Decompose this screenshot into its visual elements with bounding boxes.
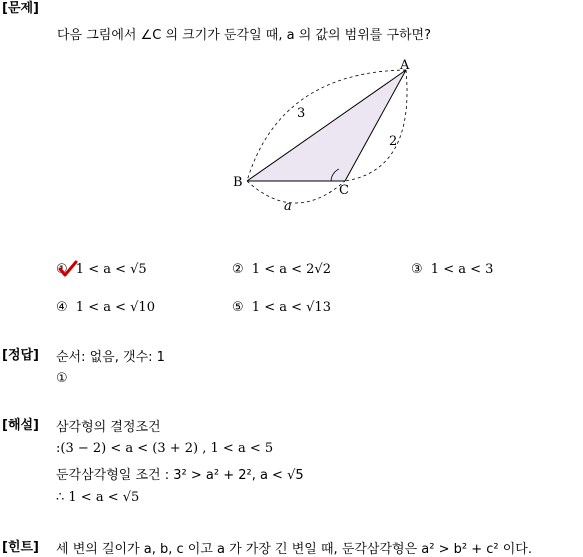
choice-1-text: 1 < a < √5 [75,262,147,277]
hint-label: [힌트] [2,540,39,555]
vertex-c-label: C [339,183,349,198]
problem-question: 다음 그림에서 ∠C 의 크기가 둔각일 때, a 의 값의 범위를 구하면? [57,28,432,43]
explanation-line-3: 둔각삼각형일 조건 : 3² > a² + 2², a < √5 [56,468,304,483]
explanation-line-1: 삼각형의 결정조건 [56,420,161,435]
vertex-b-label: B [233,175,243,190]
hint-text: 세 변의 길이가 a, b, c 이고 a 가 가장 긴 변일 때, 둔각삼각형은 a² > b² + c² 이다. [56,542,532,557]
choice-2-text: 1 < a < 2√2 [251,262,331,277]
explanation-line-2: :(3 − 2) < a < (3 + 2) , 1 < a < 5 [56,441,274,456]
choice-3-text: 1 < a < 3 [430,262,494,277]
side-bc-label: a [284,199,292,214]
triangle-figure [220,50,435,220]
choice-5-text: 1 < a < √13 [251,300,331,315]
side-ac-label: 2 [389,134,398,149]
brace-bc [247,181,345,203]
choice-2-num: ② [232,262,244,277]
choice-5-num: ⑤ [232,300,244,315]
choice-4-num: ④ [56,300,68,315]
explanation-line-4: ∴ 1 < a < √5 [56,490,140,505]
answer-label: [정답] [2,348,39,363]
answer-meta: 순서: 없음, 갯수: 1 [56,350,165,365]
vertex-a-label: A [400,58,410,73]
choice-3[interactable] [411,262,493,277]
checkmark-icon [58,260,78,278]
choice-3-num: ③ [411,262,423,277]
side-ab-label: 3 [297,106,306,121]
choice-4[interactable] [56,300,155,315]
choice-4-text: 1 < a < √10 [75,300,155,315]
choice-5[interactable] [232,300,331,315]
choice-1-num: ① [56,262,68,277]
choice-2[interactable] [232,262,331,277]
problem-label: [문제] [2,1,39,16]
explanation-label: [해설] [2,418,39,433]
answer-value: ① [56,371,68,386]
